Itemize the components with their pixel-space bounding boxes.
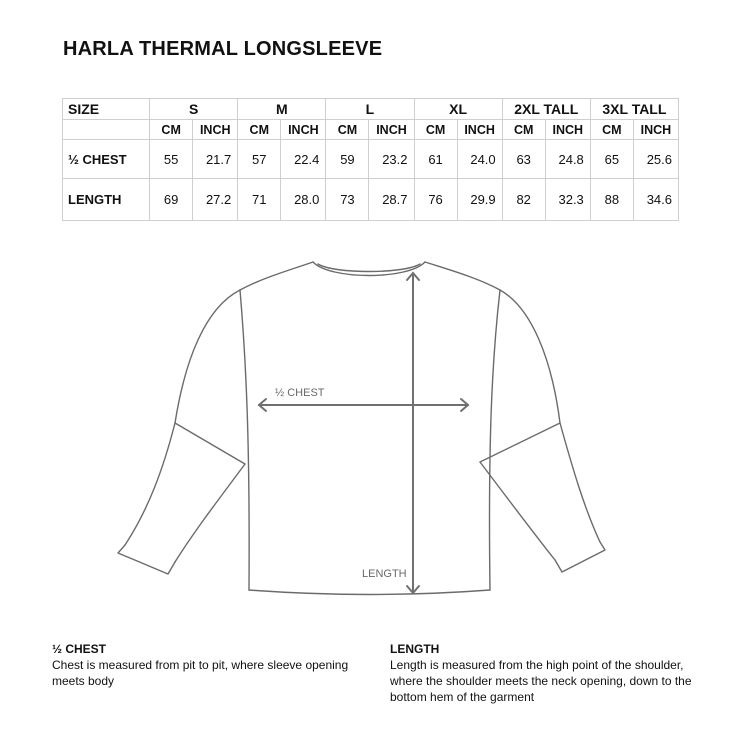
unit-cm: CM — [414, 120, 457, 140]
cell-chest-s-inch: 21.7 — [193, 140, 238, 179]
left-shoulder — [240, 262, 313, 290]
unit-inch: INCH — [369, 120, 414, 140]
cell-length-l-cm: 73 — [326, 179, 369, 221]
table-row-length — [63, 179, 679, 221]
size-header-label: SIZE — [63, 99, 150, 120]
size-col-3xl-tall: 3XL TALL — [590, 99, 678, 120]
cell-chest-3xl-cm: 65 — [590, 140, 633, 179]
row-label-chest: ½ CHEST — [63, 140, 150, 179]
unit-inch: INCH — [457, 120, 502, 140]
hem — [249, 590, 490, 595]
length-note-text: Length is measured from the high point of the shoulder, where the shoulder meets the neck opening, down to the bottom hem of the garment — [390, 658, 692, 704]
cell-chest-xl-inch: 24.0 — [457, 140, 502, 179]
right-lower-sleeve — [560, 423, 600, 542]
unit-header-blank — [63, 120, 150, 140]
cell-chest-xl-cm: 61 — [414, 140, 457, 179]
length-measure-label: LENGTH — [362, 568, 407, 580]
unit-header-row — [63, 120, 679, 140]
length-note — [390, 642, 710, 705]
cell-length-3xl-inch: 34.6 — [633, 179, 678, 221]
size-chart-table — [62, 98, 679, 221]
cell-length-2xl-inch: 32.3 — [545, 179, 590, 221]
chest-measure-label: ½ CHEST — [275, 387, 325, 399]
length-note-heading: LENGTH — [390, 642, 440, 656]
left-lower-sleeve — [125, 423, 175, 545]
size-header-row — [63, 99, 679, 120]
unit-inch: INCH — [633, 120, 678, 140]
body-right-side — [489, 290, 500, 590]
chest-note-heading: ½ CHEST — [52, 642, 107, 656]
cell-length-s-inch: 27.2 — [193, 179, 238, 221]
cell-chest-l-inch: 23.2 — [369, 140, 414, 179]
unit-inch: INCH — [545, 120, 590, 140]
cell-chest-2xl-cm: 63 — [502, 140, 545, 179]
page-title: HARLA THERMAL LONGSLEEVE — [63, 38, 383, 60]
row-label-length: LENGTH — [63, 179, 150, 221]
cell-chest-s-cm: 55 — [150, 140, 193, 179]
cell-length-l-inch: 28.7 — [369, 179, 414, 221]
left-upper-sleeve — [175, 290, 245, 464]
size-col-xl: XL — [414, 99, 502, 120]
unit-cm: CM — [238, 120, 281, 140]
cell-length-xl-cm: 76 — [414, 179, 457, 221]
cell-chest-l-cm: 59 — [326, 140, 369, 179]
right-lower-sleeve-inner — [480, 462, 555, 560]
right-upper-sleeve — [480, 290, 560, 462]
cell-length-xl-inch: 29.9 — [457, 179, 502, 221]
cell-chest-m-cm: 57 — [238, 140, 281, 179]
size-col-m: M — [238, 99, 326, 120]
cell-chest-3xl-inch: 25.6 — [633, 140, 678, 179]
cell-length-3xl-cm: 88 — [590, 179, 633, 221]
longsleeve-outline — [118, 262, 605, 595]
cell-chest-m-inch: 22.4 — [281, 140, 326, 179]
cell-length-m-inch: 28.0 — [281, 179, 326, 221]
cell-length-s-cm: 69 — [150, 179, 193, 221]
table-row-chest — [63, 140, 679, 179]
size-col-2xl-tall: 2XL TALL — [502, 99, 590, 120]
right-shoulder — [425, 262, 500, 290]
unit-cm: CM — [150, 120, 193, 140]
chest-note-text: Chest is measured from pit to pit, where sleeve opening meets body — [52, 658, 349, 688]
unit-inch: INCH — [281, 120, 326, 140]
chest-arrow — [259, 399, 468, 411]
length-arrow — [407, 273, 419, 593]
left-lower-sleeve-inner — [175, 464, 245, 562]
size-col-s: S — [150, 99, 238, 120]
unit-cm: CM — [502, 120, 545, 140]
neck-rib — [318, 264, 420, 272]
size-col-l: L — [326, 99, 414, 120]
garment-diagram — [0, 240, 740, 610]
unit-inch: INCH — [193, 120, 238, 140]
cell-chest-2xl-inch: 24.8 — [545, 140, 590, 179]
cell-length-m-cm: 71 — [238, 179, 281, 221]
unit-cm: CM — [326, 120, 369, 140]
unit-cm: CM — [590, 120, 633, 140]
left-cuff — [118, 545, 175, 574]
body-left-side — [240, 290, 249, 590]
right-cuff — [555, 542, 605, 572]
chest-note — [52, 642, 352, 689]
cell-length-2xl-cm: 82 — [502, 179, 545, 221]
